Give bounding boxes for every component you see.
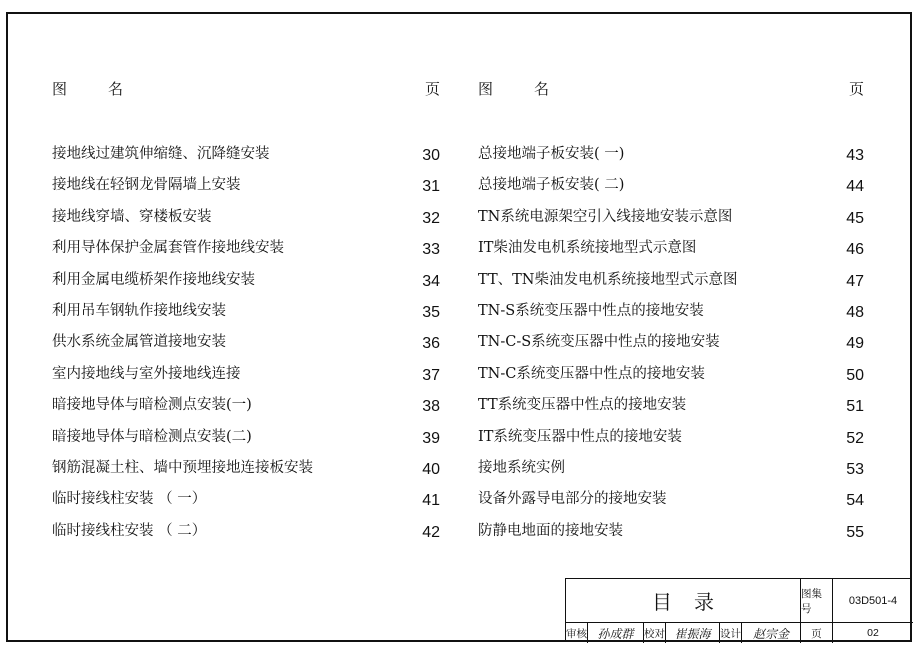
list-item	[52, 236, 442, 267]
item-title: 利用导体保护金属套管作接地线安装	[52, 240, 284, 257]
list-item	[52, 456, 442, 487]
header-ye: 页	[424, 80, 440, 98]
atlas-number: 03D501-4	[833, 579, 913, 623]
item-page: 44	[846, 178, 864, 196]
list-item	[52, 519, 442, 550]
item-title: 总接地端子板安装( 二)	[478, 177, 625, 194]
item-page: 52	[846, 429, 864, 447]
list-item	[478, 330, 866, 361]
item-page: 50	[846, 366, 864, 384]
item-title: 防静电地面的接地安装	[478, 522, 623, 539]
item-title: 接地线穿墙、穿楼板安装	[52, 208, 212, 225]
check-label: 校对	[644, 623, 666, 643]
list-item	[52, 362, 442, 393]
list-item	[478, 205, 866, 236]
item-page: 33	[422, 241, 440, 259]
list-item	[478, 393, 866, 424]
item-page: 37	[422, 366, 440, 384]
list-item	[478, 173, 866, 204]
item-title: TN系统电源架空引入线接地安装示意图	[478, 208, 733, 225]
list-item	[52, 330, 442, 361]
item-title: TT系统变压器中性点的接地安装	[478, 397, 687, 414]
item-page: 34	[422, 272, 440, 290]
page-label: 页	[801, 623, 833, 643]
item-title: 接地线在轻钢龙骨隔墙上安装	[52, 177, 241, 194]
design-label: 设计	[720, 623, 742, 643]
item-page: 32	[422, 209, 440, 227]
item-page: 30	[422, 147, 440, 164]
left-list	[52, 142, 442, 550]
item-page: 43	[846, 147, 864, 164]
list-item	[52, 393, 442, 424]
list-item	[478, 268, 866, 299]
list-item	[478, 362, 866, 393]
review-label: 审核	[566, 623, 588, 643]
item-title: IT柴油发电机系统接地型式示意图	[478, 240, 697, 257]
list-item	[52, 425, 442, 456]
item-title: 临时接线柱安装 （ 二）	[52, 522, 207, 539]
header-ye: 页	[848, 80, 864, 98]
list-item	[52, 173, 442, 204]
item-page: 35	[422, 303, 440, 321]
item-page: 31	[422, 178, 440, 196]
item-page: 38	[422, 398, 440, 416]
item-title: 总接地端子板安装( 一)	[478, 146, 625, 162]
item-page: 39	[422, 429, 440, 447]
item-title: IT系统变压器中性点的接地安装	[478, 428, 682, 445]
list-item	[52, 487, 442, 518]
item-title: 利用金属电缆桥架作接地线安装	[52, 271, 255, 288]
review-signature: 孙成群	[588, 623, 644, 643]
item-page: 48	[846, 303, 864, 321]
item-title: 接地系统实例	[478, 459, 565, 476]
list-item	[478, 456, 866, 487]
item-title: TN-C-S系统变压器中性点的接地安装	[478, 334, 720, 351]
item-page: 42	[422, 523, 440, 541]
list-item	[52, 299, 442, 330]
atlas-number-label: 图集号	[801, 579, 833, 623]
item-title: 钢筋混凝土柱、墙中预埋接地连接板安装	[52, 459, 313, 476]
page-number: 02	[867, 627, 879, 639]
list-item	[478, 299, 866, 330]
design-signature: 赵宗金	[742, 623, 801, 643]
item-title: 利用吊车钢轨作接地线安装	[52, 302, 226, 319]
header-ming: 名	[534, 80, 550, 98]
list-item	[52, 142, 442, 173]
right-list	[478, 142, 866, 550]
item-page: 46	[846, 241, 864, 259]
list-item	[478, 519, 866, 550]
header-tu: 图	[52, 80, 68, 98]
item-page: 49	[846, 335, 864, 353]
item-title: TN-C系统变压器中性点的接地安装	[478, 365, 705, 382]
item-page: 36	[422, 335, 440, 353]
list-item	[478, 142, 866, 173]
list-item	[478, 425, 866, 456]
list-item	[478, 236, 866, 267]
item-title: TT、TN柴油发电机系统接地型式示意图	[478, 271, 738, 288]
check-signature: 崔振海	[666, 623, 720, 643]
item-page: 40	[422, 460, 440, 478]
item-page: 55	[846, 523, 864, 541]
item-page: 51	[846, 398, 864, 416]
item-page: 54	[846, 492, 864, 510]
item-page: 41	[422, 492, 440, 510]
document-title: 目录	[566, 579, 801, 623]
item-page: 45	[846, 209, 864, 227]
list-item	[478, 487, 866, 518]
item-page: 47	[846, 272, 864, 290]
list-item	[52, 268, 442, 299]
item-title: 设备外露导电部分的接地安装	[478, 491, 667, 508]
header-tu: 图	[478, 80, 494, 98]
header-ming: 名	[108, 80, 124, 98]
item-title: TN-S系统变压器中性点的接地安装	[478, 302, 704, 319]
item-title: 供水系统金属管道接地安装	[52, 334, 226, 351]
item-title: 接地线过建筑伸缩缝、沉降缝安装	[52, 146, 270, 162]
title-block	[565, 578, 912, 642]
item-page: 53	[846, 460, 864, 478]
item-title: 暗接地导体与暗检测点安装(二)	[52, 428, 252, 445]
item-title: 临时接线柱安装 （ 一）	[52, 491, 207, 508]
list-item	[52, 205, 442, 236]
item-title: 暗接地导体与暗检测点安装(一)	[52, 397, 252, 414]
item-title: 室内接地线与室外接地线连接	[52, 365, 241, 382]
